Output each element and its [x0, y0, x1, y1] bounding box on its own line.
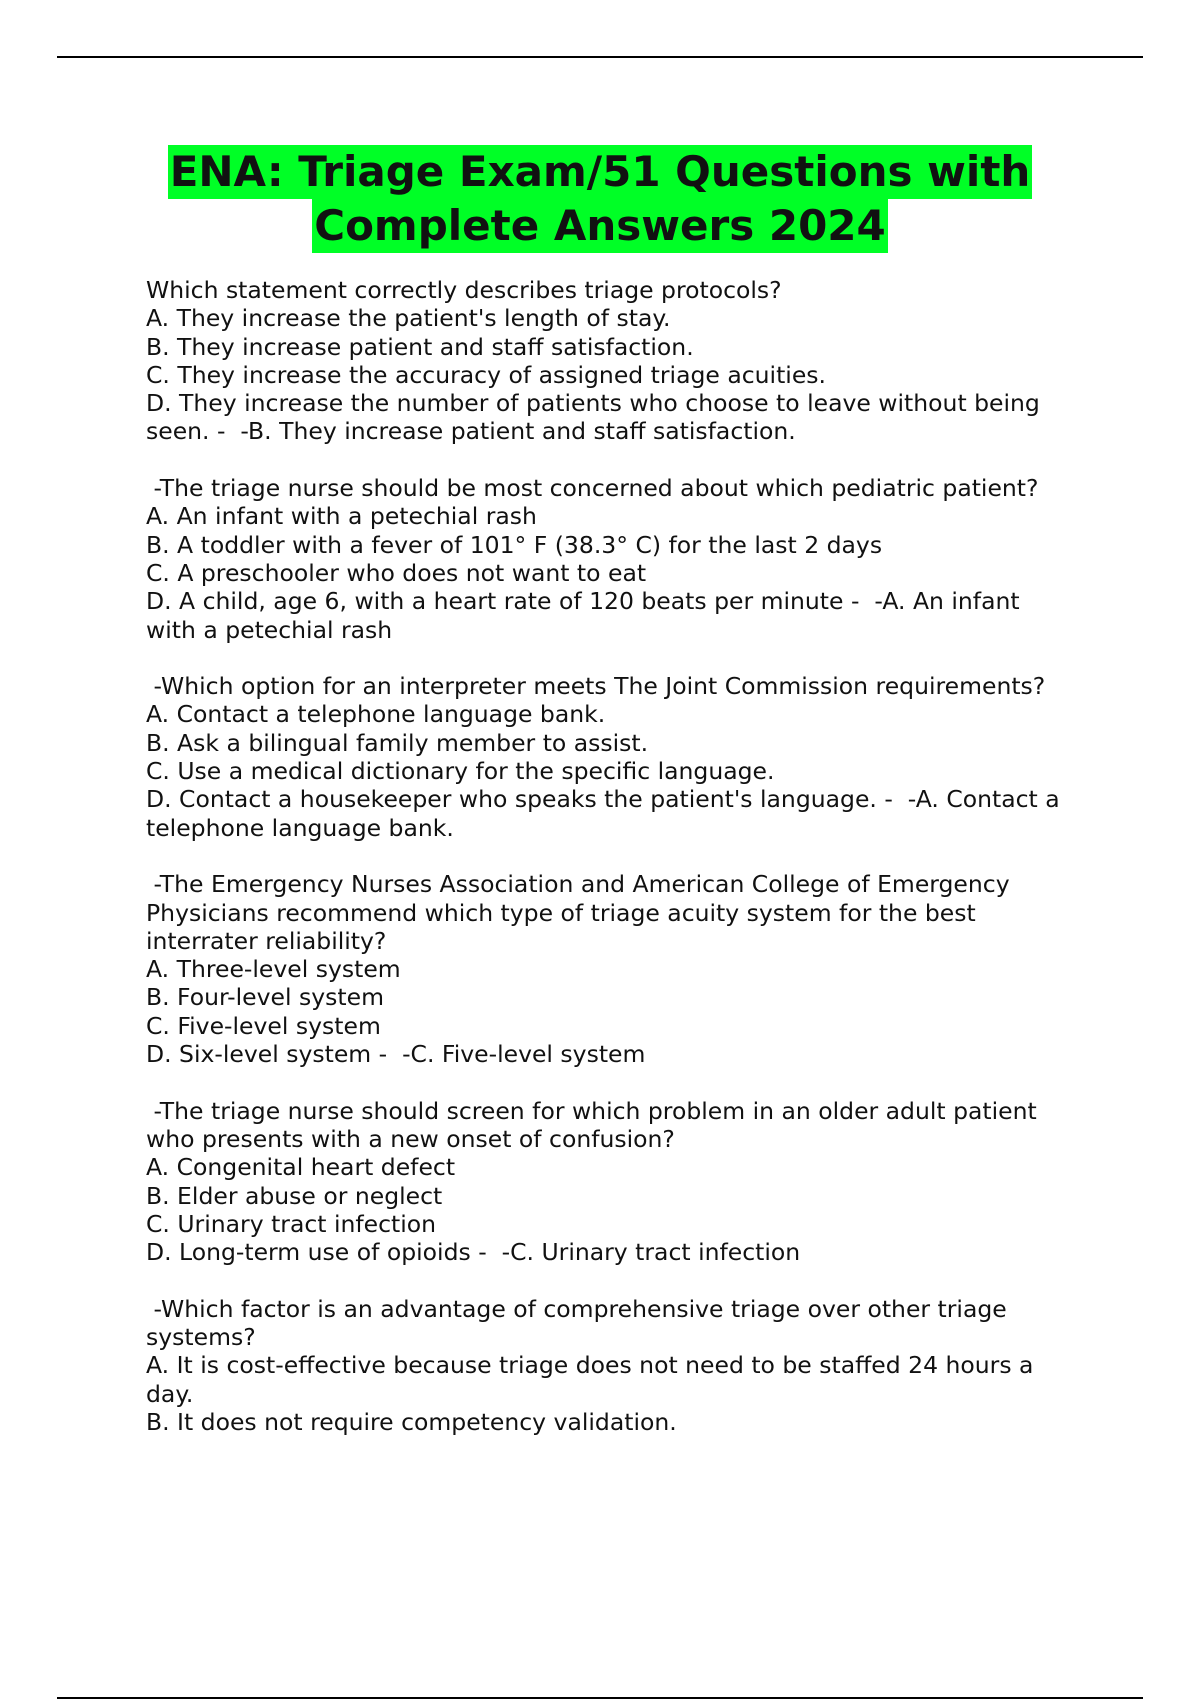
question-text-line: B. Elder abuse or neglect — [146, 1181, 443, 1210]
question-text-line: -Which factor is an advantage of comprehensive triage over other triage — [146, 1294, 1007, 1323]
question-text-line: A. Three-level system — [146, 955, 401, 984]
title-line-2: Complete Answers 2024 — [312, 199, 888, 253]
question-text-line: -The triage nurse should be most concerned about which pediatric patient? — [146, 474, 1039, 503]
question-text-line: B. They increase patient and staff satisfaction. — [146, 332, 694, 361]
question-text-line: telephone language bank. — [146, 813, 454, 842]
question-block — [146, 1295, 1096, 1436]
question-text-line: D. Contact a housekeeper who speaks the patient's language. - -A. Contact a — [146, 785, 1060, 814]
question-text-line: systems? — [146, 1322, 256, 1351]
top-rule — [57, 56, 1143, 58]
question-text-line: with a petechial rash — [146, 615, 393, 644]
question-block — [146, 1097, 1096, 1267]
question-text-line: -Which option for an interpreter meets The Joint Commission requirements? — [146, 672, 1046, 701]
question-text-line: C. Use a medical dictionary for the specific language. — [146, 757, 775, 786]
question-text-line: B. It does not require competency validation. — [146, 1407, 677, 1436]
question-text-line: C. A preschooler who does not want to eat — [146, 558, 647, 587]
question-list — [146, 276, 1096, 1464]
question-text-line: A. It is cost-effective because triage does not need to be staffed 24 hours a — [146, 1351, 1034, 1380]
question-block — [146, 474, 1096, 644]
question-text-line: D. They increase the number of patients who choose to leave without being — [146, 389, 1040, 418]
bottom-rule — [57, 1697, 1143, 1699]
question-text-line: B. Four-level system — [146, 983, 384, 1012]
question-text-line: -The Emergency Nurses Association and American College of Emergency — [146, 870, 1010, 899]
question-text-line: seen. - -B. They increase patient and staff satisfaction. — [146, 417, 796, 446]
question-text-line: Physicians recommend which type of triage acuity system for the best — [146, 898, 976, 927]
question-block — [146, 870, 1096, 1068]
question-text-line: D. Six-level system - -C. Five-level system — [146, 1040, 646, 1069]
question-text-line: day. — [146, 1379, 194, 1408]
question-text-line: D. Long-term use of opioids - -C. Urinary tract infection — [146, 1238, 801, 1267]
question-text-line: A. Congenital heart defect — [146, 1153, 456, 1182]
question-text-line: A. Contact a telephone language bank. — [146, 700, 606, 729]
question-text-line: C. They increase the accuracy of assigned triage acuities. — [146, 360, 826, 389]
question-text-line: C. Five-level system — [146, 1011, 381, 1040]
question-text-line: C. Urinary tract infection — [146, 1209, 437, 1238]
question-text-line: who presents with a new onset of confusion? — [146, 1124, 675, 1153]
question-block — [146, 672, 1096, 842]
question-text-line: interrater reliability? — [146, 926, 387, 955]
question-text-line: -The triage nurse should screen for which problem in an older adult patient — [146, 1096, 1037, 1125]
title-line-1: ENA: Triage Exam/51 Questions with — [168, 145, 1033, 199]
question-text-line: B. A toddler with a fever of 101° F (38.3° C) for the last 2 days — [146, 530, 883, 559]
question-block — [146, 276, 1096, 446]
question-text-line: B. Ask a bilingual family member to assist. — [146, 728, 649, 757]
question-text-line: Which statement correctly describes triage protocols? — [146, 276, 782, 304]
question-text-line: D. A child, age 6, with a heart rate of 120 beats per minute - -A. An infant — [146, 587, 1020, 616]
question-text-line: A. They increase the patient's length of stay. — [146, 304, 671, 333]
question-text-line: A. An infant with a petechial rash — [146, 502, 537, 531]
page-title — [60, 145, 1140, 253]
